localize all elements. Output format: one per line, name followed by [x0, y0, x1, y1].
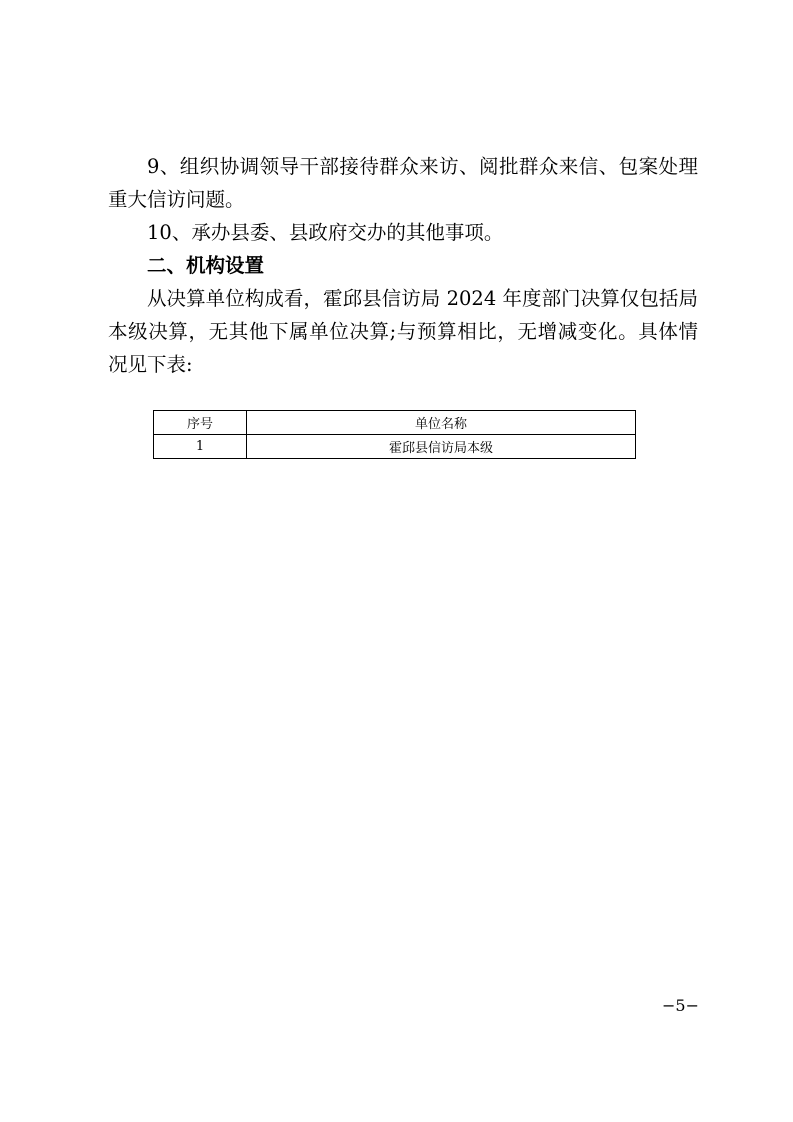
paragraph-item-9: 9、组织协调领导干部接待群众来访、阅批群众来信、包案处理重大信访问题。 — [108, 155, 698, 211]
page-number: −5− — [662, 996, 699, 1015]
section-heading: 二、机构设置 — [147, 254, 265, 277]
paragraph-item-10: 10、承办县委、县政府交办的其他事项。 — [147, 221, 504, 244]
table-row — [154, 435, 636, 459]
table-header-row — [154, 411, 636, 435]
unit-table — [153, 410, 636, 459]
cell-serial-number: 1 — [154, 435, 247, 459]
header-unit-name: 单位名称 — [247, 411, 636, 435]
cell-unit-name: 霍邱县信访局本级 — [247, 435, 636, 459]
paragraph-structure: 从决算单位构成看，霍邱县信访局 2024 年度部门决算仅包括局本级决算，无其他下属单位决算;与预算相比，无增减变化。具体情况见下表: — [108, 287, 698, 376]
document-body — [108, 150, 698, 381]
header-serial-number: 序号 — [154, 411, 247, 435]
